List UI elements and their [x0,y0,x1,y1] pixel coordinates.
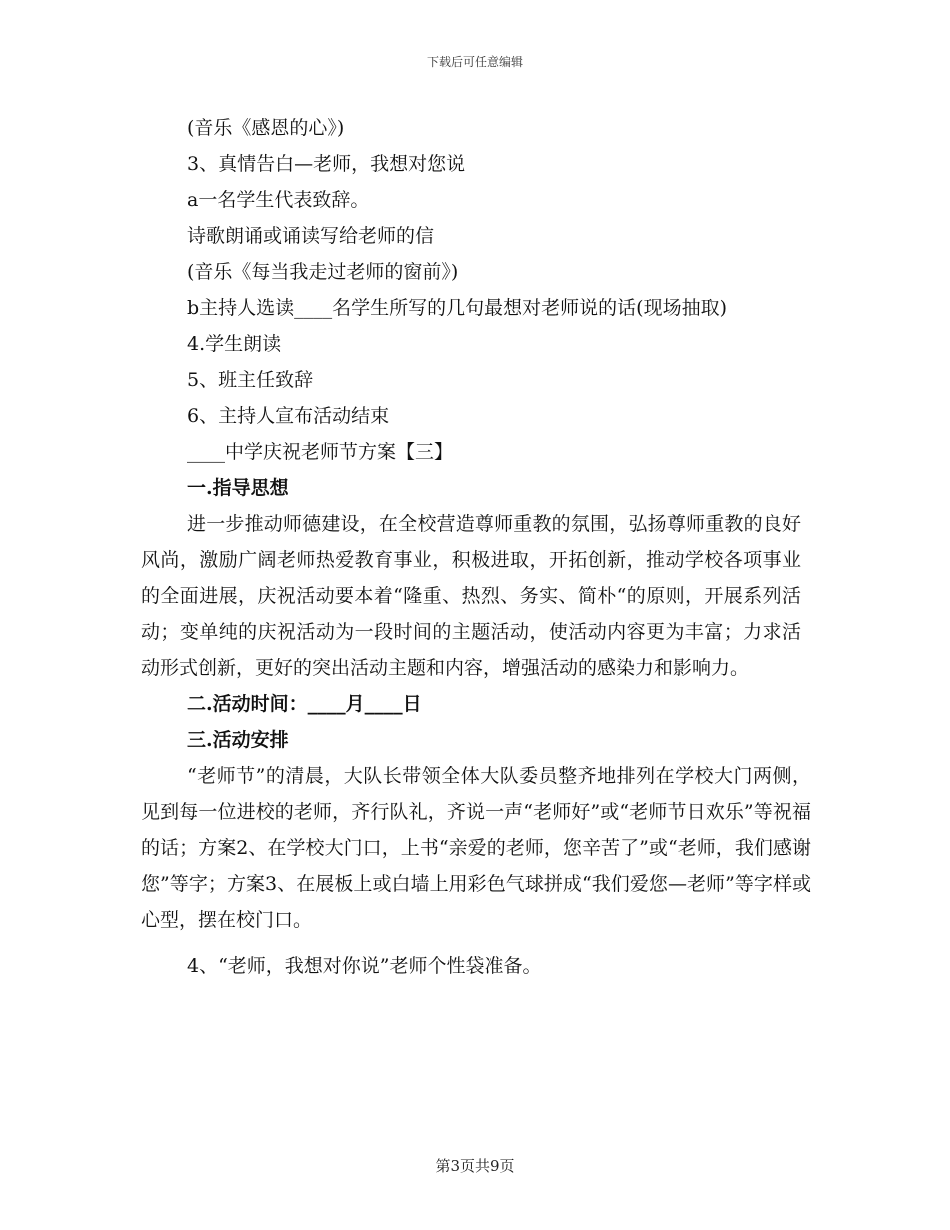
music-note-2: (音乐《每当我走过老师的窗前》) [187,261,459,283]
arrangement-item-4: 4、“老师，我想对你说”老师个性袋准备。 [187,955,542,977]
section-3-paragraph: “老师节”的清晨，大队长带领全体大队委员整齐地排列在学校大门两侧，见到每一位进校的老师，齐行队礼，齐说一声“老师好”或“老师节日欢乐”等祝福的话；方案2、在学校大门口，上书“亲爱的老师，您辛苦了”或“老师，我们感谢您”等字；方案3、在展板上或白墙上用彩色气球拼成“我们爱您—老师”等字样或心型，摆在校门口。 [141,765,811,931]
document-body [141,110,811,984]
program-item-3b: b主持人选读____名学生所写的几句最想对老师说的话(现场抽取) [187,297,727,319]
section-heading-1: 一.指导思想 [187,477,289,499]
page-header: 下载后可任意编辑 [426,55,523,69]
program-item-3-poem: 诗歌朗诵或诵读写给老师的信 [187,225,435,247]
music-note-1: (音乐《感恩的心》) [187,117,345,139]
program-item-3: 3、真情告白—老师，我想对您说 [187,153,466,175]
plan-title: ____中学庆祝老师节方案【三】 [187,441,454,463]
section-1-paragraph: 进一步推动师德建设，在全校营造尊师重教的氛围，弘扬尊师重教的良好风尚，激励广阔老师热爱教育事业，积极进取，开拓创新，推动学校各项事业的全面进展，庆祝活动要本着“隆重、热烈、务实、简朴“的原则，开展系列活动；变单纯的庆祝活动为一段时间的主题活动，使活动内容更为丰富；力求活动形式创新，更好的突出活动主题和内容，增强活动的感染力和影响力。 [141,513,801,679]
program-item-3a: a一名学生代表致辞。 [187,189,370,211]
program-item-6: 6、主持人宣布活动结束 [187,405,390,427]
program-item-4: 4.学生朗读 [187,333,282,355]
page-footer: 第3页共9页 [435,1157,515,1175]
section-heading-2: 二.活动时间：____月____日 [187,693,422,715]
section-heading-3: 三.活动安排 [187,729,289,751]
program-item-5: 5、班主任致辞 [187,369,314,391]
